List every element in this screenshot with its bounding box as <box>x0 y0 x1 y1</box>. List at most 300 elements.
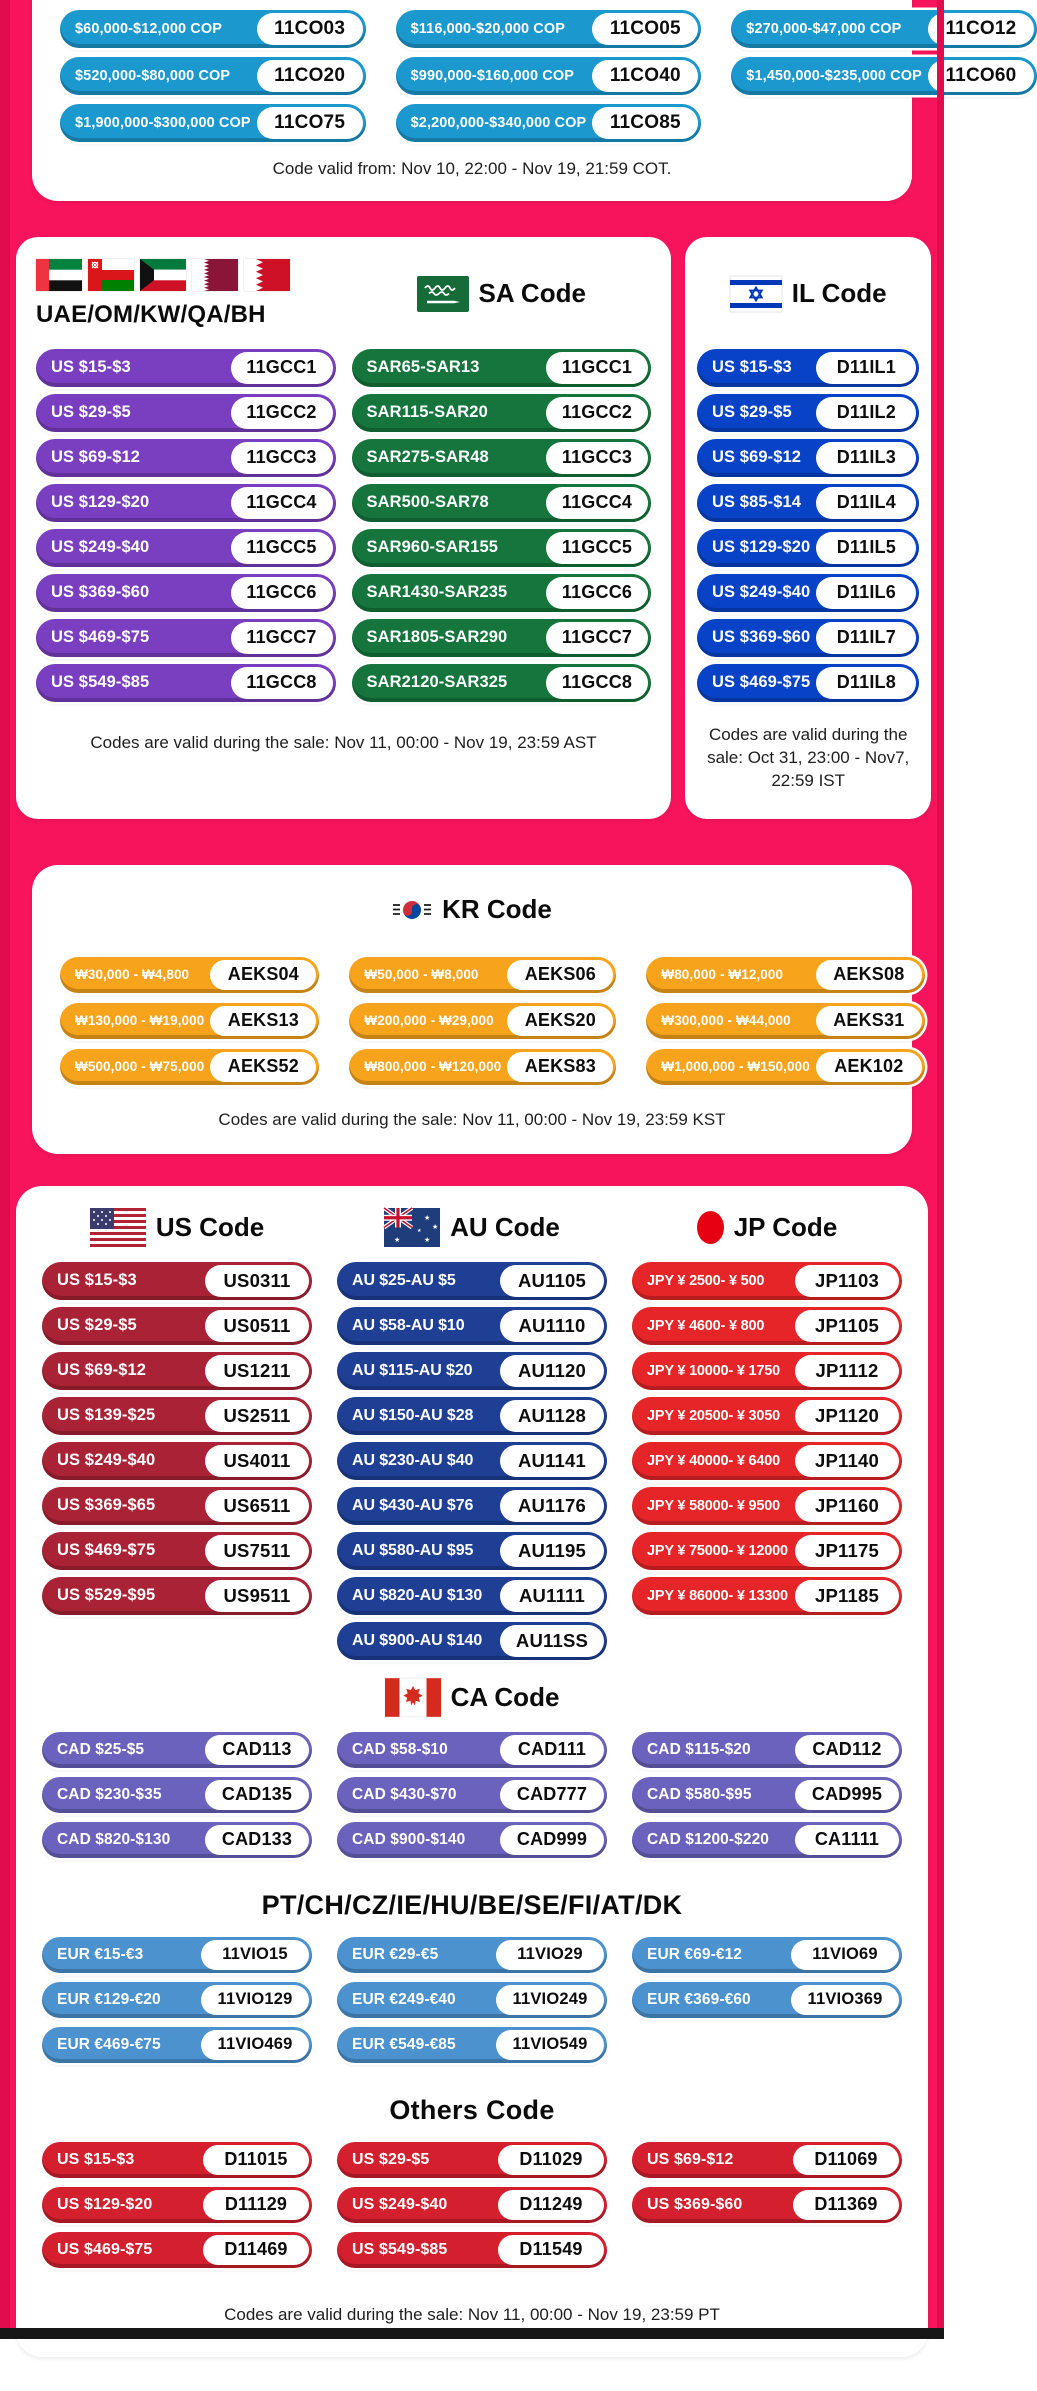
coupon-pill[interactable] <box>42 1532 312 1570</box>
cop-codes-card <box>32 0 1017 201</box>
coupon-code: D11029 <box>498 2145 604 2175</box>
coupon-pill[interactable] <box>42 2027 312 2063</box>
coupon-pill[interactable] <box>36 349 336 387</box>
jp-pill-grid <box>632 1262 902 1615</box>
japan-red-circle-icon <box>697 1211 724 1244</box>
coupon-pill[interactable] <box>42 1982 312 2018</box>
coupon-amount-label: US $549-$85 <box>51 673 150 692</box>
coupon-pill[interactable] <box>337 2187 607 2223</box>
coupon-pill[interactable] <box>337 1732 607 1768</box>
coupon-code: 11GCC3 <box>546 442 648 474</box>
coupon-code: CAD135 <box>205 1780 309 1810</box>
coupon-amount-label: US $69-$12 <box>51 448 141 467</box>
il-section-title: IL Code <box>791 278 887 309</box>
coupon-pill[interactable] <box>36 394 336 432</box>
coupon-code: 11CO05 <box>592 13 698 45</box>
left-edge-strip <box>0 0 10 2339</box>
coupon-amount-label: EUR €15-€3 <box>57 1945 144 1963</box>
coupon-pill[interactable] <box>60 957 319 993</box>
coupon-amount-label: US $69-$12 <box>57 1361 147 1380</box>
kuwait-flag-icon <box>140 259 186 291</box>
coupon-code: JP1112 <box>795 1355 899 1387</box>
kr-validity-text: Codes are valid during the sale: Nov 11, 00:00 - Nov 19, 23:59 KST <box>218 1109 726 1129</box>
coupon-pill[interactable] <box>352 529 652 567</box>
coupon-code: 11GCC6 <box>231 577 333 609</box>
coupon-pill[interactable] <box>632 1307 902 1345</box>
coupon-amount-label: EUR €469-€75 <box>57 2035 161 2053</box>
coupon-pill[interactable] <box>337 1822 607 1858</box>
coupon-amount-label: EUR €129-€20 <box>57 1990 161 2008</box>
coupon-pill[interactable] <box>337 1937 607 1973</box>
coupon-code: 11CO75 <box>257 107 363 139</box>
coupon-code: 11GCC7 <box>231 622 333 654</box>
coupon-pill[interactable] <box>337 1982 607 2018</box>
sa-pill-grid <box>352 349 652 702</box>
coupon-pill[interactable] <box>632 1532 902 1570</box>
coupon-pill[interactable] <box>396 57 702 95</box>
il-validity-text: Codes are valid during the sale: Oct 31, 23:00 - Nov7, 22:59 IST <box>707 724 910 790</box>
coupon-pill[interactable] <box>36 574 336 612</box>
cop-validity-text: Code valid from: Nov 10, 22:00 - Nov 19, 21:59 COT. <box>272 159 672 178</box>
coupon-code: AU1195 <box>500 1535 604 1567</box>
coupon-amount-label: US $29-$5 <box>352 2150 430 2168</box>
coupon-pill[interactable] <box>337 1487 607 1525</box>
coupon-amount-label: ₩1,000,000 - ₩150,000 <box>661 1059 810 1075</box>
coupon-amount-label: AU $25-AU $5 <box>352 1271 456 1289</box>
coupon-code: 11VIO29 <box>496 1940 604 1970</box>
eur-pill-grid <box>42 1937 902 2063</box>
coupon-code: AU1110 <box>500 1310 604 1342</box>
svg-text:★: ★ <box>432 1223 439 1232</box>
coupon-code: CAD113 <box>205 1735 309 1765</box>
coupon-pill[interactable] <box>697 439 919 477</box>
coupon-code: 11VIO249 <box>496 1985 604 2015</box>
coupon-pill[interactable] <box>697 574 919 612</box>
coupon-pill[interactable] <box>352 574 652 612</box>
coupon-amount-label: $116,000-$20,000 COP <box>410 21 566 37</box>
coupon-pill[interactable] <box>337 1532 607 1570</box>
coupon-code: CAD777 <box>500 1780 604 1810</box>
coupon-code: 11VIO129 <box>201 1985 309 2015</box>
coupon-amount-label: SAR500-SAR78 <box>366 493 489 512</box>
coupon-amount-label: US $549-$85 <box>352 2240 448 2258</box>
coupon-code: 11GCC1 <box>231 352 333 384</box>
coupon-pill[interactable] <box>337 1262 607 1300</box>
coupon-pill[interactable] <box>352 349 652 387</box>
kr-header <box>60 887 884 933</box>
us-flag-icon <box>90 1208 146 1247</box>
coupon-code: US2511 <box>205 1400 309 1432</box>
coupon-code: 11GCC4 <box>546 487 648 519</box>
coupon-pill[interactable] <box>337 2232 607 2268</box>
gcc-pill-grid <box>36 349 336 702</box>
coupon-pill[interactable] <box>632 1982 902 2018</box>
coupon-amount-label: US $369-$65 <box>57 1496 156 1515</box>
coupon-pill[interactable] <box>337 1442 607 1480</box>
coupon-amount-label: SAR115-SAR20 <box>366 403 488 422</box>
coupon-code: 11CO03 <box>257 13 363 45</box>
coupon-amount-label: AU $820-AU $130 <box>352 1586 483 1604</box>
coupon-code: US9511 <box>205 1580 309 1612</box>
coupon-amount-label: US $249-$40 <box>57 1451 156 1470</box>
svg-text:★: ★ <box>424 1236 431 1245</box>
coupon-amount-label: US $29-$5 <box>712 403 792 422</box>
coupon-amount-label: CAD $230-$35 <box>57 1785 162 1803</box>
coupon-pill[interactable] <box>337 1397 607 1435</box>
coupon-amount-label: US $469-$75 <box>57 2240 153 2258</box>
others-section-title: Others Code <box>389 2094 555 2125</box>
coupon-amount-label: US $129-$20 <box>51 493 150 512</box>
us-pill-grid <box>42 1262 312 1615</box>
coupon-code: AEKS06 <box>507 960 613 990</box>
coupon-amount-label: US $15-$3 <box>57 1271 137 1290</box>
coupon-code: CAD999 <box>500 1825 604 1855</box>
coupon-code: D11015 <box>203 2145 309 2175</box>
coupon-amount-label: US $369-$60 <box>647 2195 743 2213</box>
coupon-pill[interactable] <box>42 2142 312 2178</box>
coupon-amount-label: $2,200,000-$340,000 COP <box>410 115 587 131</box>
coupon-amount-label: $520,000-$80,000 COP <box>75 68 231 84</box>
coupon-amount-label: CAD $115-$20 <box>647 1740 751 1758</box>
coupon-amount-label: US $85-$14 <box>712 493 802 512</box>
coupon-pill[interactable] <box>731 57 1037 95</box>
coupon-pill[interactable] <box>337 1352 607 1390</box>
ca-header <box>42 1676 902 1720</box>
coupon-pill[interactable] <box>697 664 919 702</box>
coupon-pill[interactable] <box>632 1487 902 1525</box>
coupon-amount-label: CAD $25-$5 <box>57 1740 145 1758</box>
coupon-amount-label: CAD $900-$140 <box>352 1830 466 1848</box>
coupon-pill[interactable] <box>60 1049 319 1085</box>
coupon-code: US7511 <box>205 1535 309 1567</box>
coupon-amount-label: CAD $430-$70 <box>352 1785 457 1803</box>
coupon-amount-label: ₩500,000 - ₩75,000 <box>75 1059 205 1075</box>
coupon-amount-label: SAR1430-SAR235 <box>366 583 508 602</box>
coupon-pill[interactable] <box>632 1822 902 1858</box>
coupon-amount-label: ₩50,000 - ₩8,000 <box>364 967 479 983</box>
coupon-pill[interactable] <box>42 2187 312 2223</box>
coupon-pill[interactable] <box>632 1352 902 1390</box>
coupon-pill[interactable] <box>349 957 616 993</box>
coupon-amount-label: AU $580-AU $95 <box>352 1541 474 1559</box>
il-pill-grid <box>697 349 919 702</box>
coupon-amount-label: US $529-$95 <box>57 1586 156 1605</box>
coupon-code: US6511 <box>205 1490 309 1522</box>
coupon-amount-label: JPY ¥ 20500- ¥ 3050 <box>647 1407 780 1424</box>
coupon-pill[interactable] <box>349 1049 616 1085</box>
coupon-amount-label: EUR €249-€40 <box>352 1990 456 2008</box>
il-codes-card <box>685 237 931 819</box>
coupon-amount-label: $60,000-$12,000 COP <box>75 21 223 37</box>
coupon-pill[interactable] <box>632 1732 902 1768</box>
coupon-pill[interactable] <box>337 1577 607 1615</box>
coupon-amount-label: CAD $58-$10 <box>352 1740 448 1758</box>
coupon-code: 11VIO69 <box>791 1940 899 1970</box>
coupon-amount-label: EUR €369-€60 <box>647 1990 751 2008</box>
coupon-amount-label: EUR €549-€85 <box>352 2035 456 2053</box>
coupon-code: AU1120 <box>500 1355 604 1387</box>
coupon-pill[interactable] <box>42 1822 312 1858</box>
coupon-code: US1211 <box>205 1355 309 1387</box>
coupon-pill[interactable] <box>646 957 924 993</box>
coupon-code: D11IL8 <box>816 667 916 699</box>
coupon-amount-label: US $369-$60 <box>712 628 811 647</box>
kr-section-title: KR Code <box>442 894 552 925</box>
coupon-pill[interactable] <box>632 1442 902 1480</box>
coupon-code: 11CO40 <box>592 60 698 92</box>
coupon-amount-label: US $29-$5 <box>57 1316 137 1335</box>
coupon-pill[interactable] <box>337 1777 607 1813</box>
coupon-code: JP1103 <box>795 1265 899 1297</box>
coupon-code: D11IL4 <box>816 487 916 519</box>
coupon-pill[interactable] <box>352 619 652 657</box>
gcc-sa-validity-text: Codes are valid during the sale: Nov 11, 00:00 - Nov 19, 23:59 AST <box>90 732 597 752</box>
coupon-pill[interactable] <box>60 104 366 142</box>
il-header <box>697 259 919 329</box>
coupon-amount-label: AU $430-AU $76 <box>352 1496 474 1514</box>
coupon-amount-label: JPY ¥ 40000- ¥ 6400 <box>647 1452 780 1469</box>
gcc-header <box>36 259 336 329</box>
coupon-pill[interactable] <box>337 1622 607 1660</box>
coupon-amount-label: $990,000-$160,000 COP <box>410 68 574 84</box>
coupon-pill[interactable] <box>42 1262 312 1300</box>
coupon-amount-label: EUR €29-€5 <box>352 1945 439 1963</box>
coupon-code: CA1111 <box>795 1825 899 1855</box>
coupon-pill[interactable] <box>632 2187 902 2223</box>
saudi-arabia-flag-icon <box>417 276 469 312</box>
sa-section-title: SA Code <box>478 278 586 309</box>
coupon-code: 11GCC2 <box>231 397 333 429</box>
au-section-title: AU Code <box>450 1212 560 1243</box>
coupon-code: AEK102 <box>816 1052 922 1082</box>
coupon-amount-label: US $69-$12 <box>647 2150 734 2168</box>
us-section-title: US Code <box>155 1212 265 1243</box>
coupon-code: AEKS52 <box>210 1052 316 1082</box>
sa-header <box>352 259 652 329</box>
uae-flag-icon <box>36 259 82 291</box>
coupon-amount-label: US $139-$25 <box>57 1406 156 1425</box>
coupon-amount-label: EUR €69-€12 <box>647 1945 743 1963</box>
coupon-amount-label: $1,450,000-$235,000 COP <box>746 68 922 84</box>
coupon-amount-label: US $129-$20 <box>712 538 811 557</box>
others-pill-grid <box>42 2142 902 2268</box>
coupon-code: D11IL7 <box>816 622 916 654</box>
coupon-code: D11IL3 <box>816 442 916 474</box>
coupon-code: AEKS08 <box>816 960 922 990</box>
coupon-amount-label: CAD $1200-$220 <box>647 1830 770 1848</box>
coupon-pill[interactable] <box>36 664 336 702</box>
coupon-amount-label: AU $150-AU $28 <box>352 1406 474 1424</box>
coupon-amount-label: JPY ¥ 4600- ¥ 800 <box>647 1317 765 1334</box>
coupon-amount-label: AU $58-AU $10 <box>352 1316 465 1334</box>
coupon-code: AU1176 <box>500 1490 604 1522</box>
coupon-code: D11369 <box>793 2190 899 2220</box>
coupon-code: AU1111 <box>500 1580 604 1612</box>
coupon-code: US0511 <box>205 1310 309 1342</box>
jp-section-title: JP Code <box>733 1212 838 1243</box>
coupon-pill[interactable] <box>646 1049 924 1085</box>
coupon-pill[interactable] <box>42 1732 312 1768</box>
coupon-pill[interactable] <box>337 1307 607 1345</box>
coupon-pill[interactable] <box>60 57 366 95</box>
coupon-amount-label: US $469-$75 <box>712 673 811 692</box>
coupon-pill[interactable] <box>42 1777 312 1813</box>
coupon-amount-label: US $69-$12 <box>712 448 802 467</box>
coupon-code: 11GCC7 <box>546 622 648 654</box>
coupon-code: US4011 <box>205 1445 309 1477</box>
coupon-amount-label: US $15-$3 <box>57 2150 135 2168</box>
coupon-code: 11GCC2 <box>546 397 648 429</box>
coupon-amount-label: US $29-$5 <box>51 403 131 422</box>
coupon-pill[interactable] <box>36 484 336 522</box>
coupon-code: CAD112 <box>795 1735 899 1765</box>
coupon-code: 11GCC5 <box>231 532 333 564</box>
coupon-pill[interactable] <box>352 484 652 522</box>
coupon-amount-label: JPY ¥ 58000- ¥ 9500 <box>647 1497 780 1514</box>
coupon-code: 11CO85 <box>592 107 698 139</box>
coupon-code: CAD133 <box>205 1825 309 1855</box>
coupon-amount-label: US $15-$3 <box>712 358 792 377</box>
coupon-code: AEKS13 <box>210 1006 316 1036</box>
coupon-pill[interactable] <box>731 10 1037 48</box>
coupon-amount-label: US $249-$40 <box>51 538 150 557</box>
coupon-pill[interactable] <box>646 1003 924 1039</box>
coupon-pill[interactable] <box>352 664 652 702</box>
coupon-code: 11GCC1 <box>546 352 648 384</box>
coupon-code: D11129 <box>203 2190 309 2220</box>
coupon-code: AU1105 <box>500 1265 604 1297</box>
coupon-code: 11VIO469 <box>201 2030 309 2060</box>
kr-codes-card <box>32 865 912 1154</box>
coupon-amount-label: AU $230-AU $40 <box>352 1451 474 1469</box>
coupon-pill[interactable] <box>697 484 919 522</box>
coupon-pill[interactable] <box>697 619 919 657</box>
ca-pill-grid <box>42 1732 902 1858</box>
au-pill-grid <box>337 1262 607 1660</box>
eur-section-title: PT/CH/CZ/IE/HU/BE/SE/FI/AT/DK <box>261 1889 683 1920</box>
coupon-pill[interactable] <box>352 439 652 477</box>
coupon-pill[interactable] <box>632 2142 902 2178</box>
coupon-pill[interactable] <box>396 10 702 48</box>
coupon-code: CAD995 <box>795 1780 899 1810</box>
coupon-code: D11069 <box>793 2145 899 2175</box>
coupon-code: CAD111 <box>500 1735 604 1765</box>
coupon-pill[interactable] <box>349 1003 616 1039</box>
coupon-pill[interactable] <box>42 2232 312 2268</box>
jp-header <box>632 1202 902 1254</box>
gcc-section-title: UAE/OM/KW/QA/BH <box>36 300 266 328</box>
canada-flag-icon <box>385 1678 441 1717</box>
qatar-flag-icon <box>192 259 238 291</box>
coupon-code: US0311 <box>205 1265 309 1297</box>
coupon-code: AU11SS <box>500 1625 604 1657</box>
coupon-pill[interactable] <box>697 349 919 387</box>
coupon-pill[interactable] <box>632 1937 902 1973</box>
coupon-pill[interactable] <box>36 619 336 657</box>
coupon-pill[interactable] <box>632 1262 902 1300</box>
coupon-amount-label: SAR2120-SAR325 <box>366 673 508 692</box>
coupon-pill[interactable] <box>60 1003 319 1039</box>
cop-pill-grid <box>60 10 1017 142</box>
coupon-amount-label: SAR275-SAR48 <box>366 448 489 467</box>
coupon-amount-label: ₩300,000 - ₩44,000 <box>661 1013 791 1029</box>
right-edge-strip <box>937 0 944 2339</box>
coupon-pill[interactable] <box>42 1352 312 1390</box>
coupon-pill[interactable] <box>42 1487 312 1525</box>
coupon-amount-label: ₩800,000 - ₩120,000 <box>364 1059 502 1075</box>
coupon-amount-label: $1,900,000-$300,000 COP <box>75 115 251 131</box>
coupon-pill[interactable] <box>42 1307 312 1345</box>
coupon-amount-label: JPY ¥ 75000- ¥ 12000 <box>647 1542 788 1559</box>
kr-pill-grid <box>60 957 905 1085</box>
coupon-code: 11VIO15 <box>201 1940 309 1970</box>
coupon-code: D11469 <box>203 2235 309 2265</box>
coupon-code: JP1160 <box>795 1490 899 1522</box>
coupon-amount-label: AU $900-AU $140 <box>352 1631 483 1649</box>
coupon-code: AEKS20 <box>507 1006 613 1036</box>
coupon-amount-label: US $15-$3 <box>51 358 131 377</box>
coupon-code: D11549 <box>498 2235 604 2265</box>
coupon-amount-label: US $369-$60 <box>51 583 150 602</box>
coupon-code: AU1128 <box>500 1400 604 1432</box>
coupon-pill[interactable] <box>42 1937 312 1973</box>
coupon-pill[interactable] <box>396 104 702 142</box>
svg-text:★: ★ <box>417 1228 422 1235</box>
coupon-amount-label: JPY ¥ 86000- ¥ 13300 <box>647 1587 788 1604</box>
coupon-code: AEKS31 <box>816 1006 922 1036</box>
coupon-pill[interactable] <box>697 529 919 567</box>
coupon-amount-label: SAR1805-SAR290 <box>366 628 508 647</box>
coupon-code: 11VIO369 <box>791 1985 899 2015</box>
coupon-pill[interactable] <box>42 1397 312 1435</box>
coupon-code: 11GCC8 <box>231 667 333 699</box>
coupon-code: JP1175 <box>795 1535 899 1567</box>
coupon-pill[interactable] <box>36 529 336 567</box>
svg-text:★: ★ <box>424 1214 431 1223</box>
coupon-amount-label: US $469-$75 <box>51 628 150 647</box>
coupon-amount-label: CAD $820-$130 <box>57 1830 171 1848</box>
coupon-amount-label: ₩200,000 - ₩29,000 <box>364 1013 494 1029</box>
coupon-pill[interactable] <box>632 1397 902 1435</box>
coupon-pill[interactable] <box>337 2027 607 2063</box>
coupon-pill[interactable] <box>42 1442 312 1480</box>
coupon-pill[interactable] <box>60 10 366 48</box>
coupon-amount-label: JPY ¥ 2500- ¥ 500 <box>647 1272 765 1289</box>
coupon-code: D11IL5 <box>816 532 916 564</box>
coupon-pill[interactable] <box>697 394 919 432</box>
gcc-sa-card <box>16 237 671 819</box>
coupon-code: D11IL6 <box>816 577 916 609</box>
coupon-amount-label: ₩80,000 - ₩12,000 <box>661 967 784 983</box>
coupon-pill[interactable] <box>42 1577 312 1615</box>
coupon-code: D11IL2 <box>816 397 916 429</box>
coupon-code: 11GCC4 <box>231 487 333 519</box>
coupon-pill[interactable] <box>352 394 652 432</box>
coupon-pill[interactable] <box>632 1777 902 1813</box>
australia-flag-icon <box>384 1208 440 1247</box>
coupon-pill[interactable] <box>337 2142 607 2178</box>
coupon-pill[interactable] <box>632 1577 902 1615</box>
coupon-amount-label: US $249-$40 <box>352 2195 448 2213</box>
coupon-code: 11GCC5 <box>546 532 648 564</box>
svg-text:★: ★ <box>394 1236 401 1245</box>
coupon-amount-label: US $469-$75 <box>57 1541 156 1560</box>
main-validity-text: Codes are valid during the sale: Nov 11, 00:00 - Nov 19, 23:59 PT <box>224 2304 720 2324</box>
coupon-code: JP1140 <box>795 1445 899 1477</box>
coupon-pill[interactable] <box>36 439 336 477</box>
coupon-code: 11GCC3 <box>231 442 333 474</box>
coupon-amount-label: ₩30,000 - ₩4,800 <box>75 967 190 983</box>
